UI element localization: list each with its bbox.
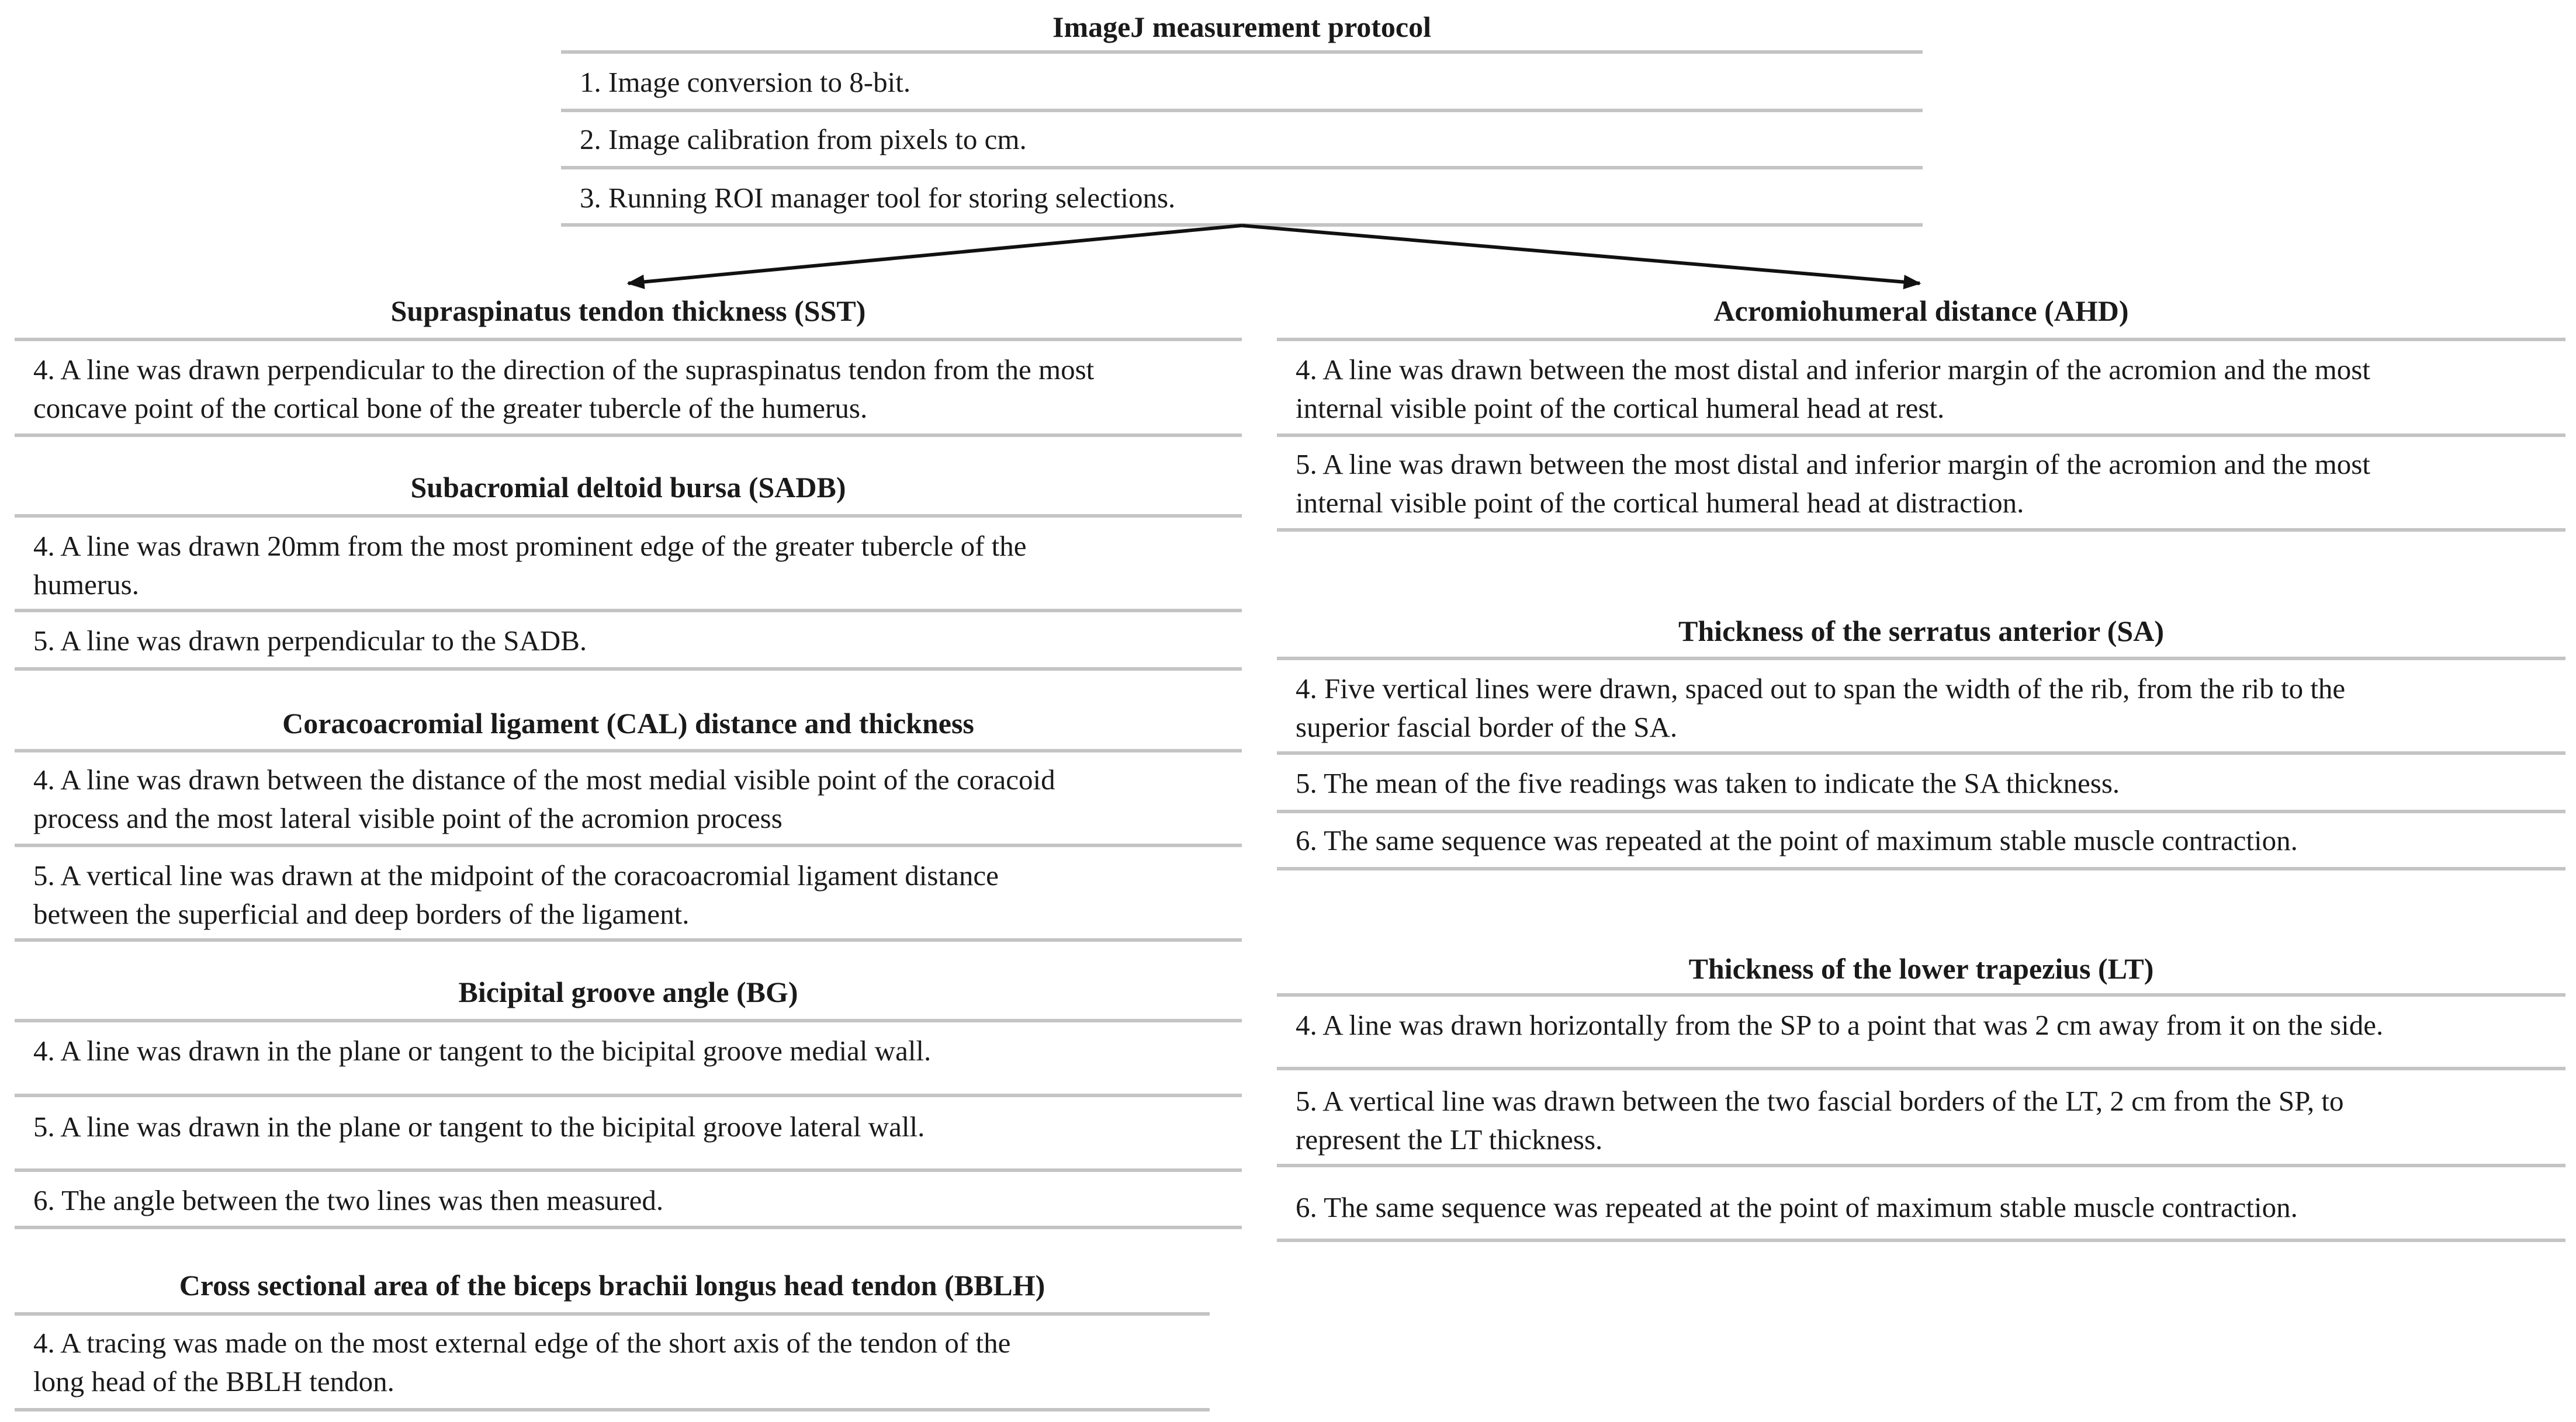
bblh-step bbox=[15, 1324, 1210, 1401]
cal-title: Coracoacromial ligament (CAL) distance and thickness bbox=[282, 707, 974, 740]
divider bbox=[15, 1226, 1242, 1229]
divider bbox=[1277, 1239, 2565, 1242]
cal-step-line: process and the most lateral visible point of the acromion process bbox=[33, 802, 783, 834]
divider bbox=[15, 433, 1242, 437]
lt-step bbox=[1277, 1082, 2565, 1159]
divider bbox=[15, 1312, 1210, 1316]
lt-step: 4. A line was drawn horizontally from the SP to a point that was 2 cm away from it on the side. bbox=[1296, 1009, 2384, 1041]
sa-title: Thickness of the serratus anterior (SA) bbox=[1678, 615, 2164, 647]
ahd-step-line: internal visible point of the cortical humeral head at rest. bbox=[1296, 392, 1945, 424]
divider bbox=[1277, 751, 2565, 755]
divider bbox=[1277, 993, 2565, 997]
cal-step bbox=[15, 761, 1242, 838]
divider bbox=[15, 1094, 1242, 1097]
divider bbox=[1277, 1164, 2565, 1167]
ahd-step-line: internal visible point of the cortical humeral head at distraction. bbox=[1296, 487, 2024, 519]
divider bbox=[1277, 528, 2565, 532]
divider bbox=[1277, 867, 2565, 870]
protocol-step: 3. Running ROI manager tool for storing selections. bbox=[580, 182, 1176, 214]
cal-step-line: between the superficial and deep borders of the ligament. bbox=[33, 898, 690, 930]
divider bbox=[15, 338, 1242, 341]
divider bbox=[15, 938, 1242, 942]
divider bbox=[1277, 810, 2565, 813]
bblh-step-line: long head of the BBLH tendon. bbox=[33, 1365, 394, 1397]
divider bbox=[1277, 1067, 2565, 1070]
branch-arrows bbox=[0, 0, 2576, 304]
divider bbox=[1277, 338, 2565, 341]
sst-step-line: concave point of the cortical bone of the greater tubercle of the humerus. bbox=[33, 392, 868, 424]
cal-step-line: 5. A vertical line was drawn at the midpoint of the coracoacromial ligament distance bbox=[33, 859, 999, 892]
divider bbox=[1277, 657, 2565, 660]
sst-step-line: 4. A line was drawn perpendicular to the direction of the supraspinatus tendon from the most bbox=[33, 353, 1095, 386]
ahd-title: Acromiohumeral distance (AHD) bbox=[1713, 294, 2129, 327]
ahd-step-line: 5. A line was drawn between the most distal and inferior margin of the acromion and the most bbox=[1296, 448, 2370, 480]
arrow-to-ahd bbox=[1242, 226, 1920, 283]
sadb-title: Subacromial deltoid bursa (SADB) bbox=[410, 471, 846, 504]
divider bbox=[15, 1019, 1242, 1022]
sa-step bbox=[1277, 670, 2565, 747]
divider bbox=[15, 514, 1242, 518]
divider bbox=[15, 609, 1242, 612]
ahd-step bbox=[1277, 445, 2565, 522]
lt-title: Thickness of the lower trapezius (LT) bbox=[1688, 952, 2154, 985]
ahd-step-line: 4. A line was drawn between the most distal and inferior margin of the acromion and the most bbox=[1296, 353, 2370, 386]
bg-step: 4. A line was drawn in the plane or tangent to the bicipital groove medial wall. bbox=[33, 1035, 932, 1067]
sadb-step-line: 4. A line was drawn 20mm from the most prominent edge of the greater tubercle of the bbox=[33, 530, 1027, 562]
bblh-title: Cross sectional area of the biceps brachii longus head tendon (BBLH) bbox=[179, 1269, 1045, 1302]
ahd-step bbox=[1277, 351, 2565, 428]
sadb-step bbox=[15, 527, 1242, 604]
sa-step-line: superior fascial border of the SA. bbox=[1296, 711, 1678, 743]
divider bbox=[15, 749, 1242, 752]
lt-step: 6. The same sequence was repeated at the point of maximum stable muscle contraction. bbox=[1296, 1191, 2298, 1223]
sst-title: Supraspinatus tendon thickness (SST) bbox=[390, 294, 866, 327]
protocol-step: 1. Image conversion to 8-bit. bbox=[580, 66, 911, 98]
divider bbox=[15, 1408, 1210, 1411]
divider bbox=[15, 1168, 1242, 1172]
sa-step: 6. The same sequence was repeated at the point of maximum stable muscle contraction. bbox=[1296, 824, 2298, 856]
cal-step-line: 4. A line was drawn between the distance of the most medial visible point of the coracoid bbox=[33, 764, 1055, 796]
arrow-to-sst bbox=[628, 226, 1242, 283]
sadb-step: 5. A line was drawn perpendicular to the SADB. bbox=[33, 625, 587, 657]
bg-step: 6. The angle between the two lines was then measured. bbox=[33, 1184, 664, 1216]
lt-step-line: 5. A vertical line was drawn between the two fascial borders of the LT, 2 cm from the SP, to bbox=[1296, 1085, 2344, 1117]
divider bbox=[15, 844, 1242, 847]
bblh-step-line: 4. A tracing was made on the most external edge of the short axis of the tendon of the bbox=[33, 1327, 1011, 1359]
sst-step bbox=[15, 351, 1242, 428]
protocol-step: 2. Image calibration from pixels to cm. bbox=[580, 123, 1027, 155]
protocol-title: ImageJ measurement protocol bbox=[1052, 11, 1432, 43]
cal-step bbox=[15, 856, 1242, 934]
lt-step-line: represent the LT thickness. bbox=[1296, 1123, 1603, 1156]
divider bbox=[15, 667, 1242, 671]
sa-step-line: 4. Five vertical lines were drawn, spaced out to span the width of the rib, from the rib to the bbox=[1296, 672, 2346, 705]
sadb-step-line: humerus. bbox=[33, 568, 139, 601]
bg-title: Bicipital groove angle (BG) bbox=[458, 976, 798, 1008]
sa-step: 5. The mean of the five readings was taken to indicate the SA thickness. bbox=[1296, 767, 2120, 799]
divider bbox=[1277, 433, 2565, 437]
bg-step: 5. A line was drawn in the plane or tangent to the bicipital groove lateral wall. bbox=[33, 1111, 925, 1143]
